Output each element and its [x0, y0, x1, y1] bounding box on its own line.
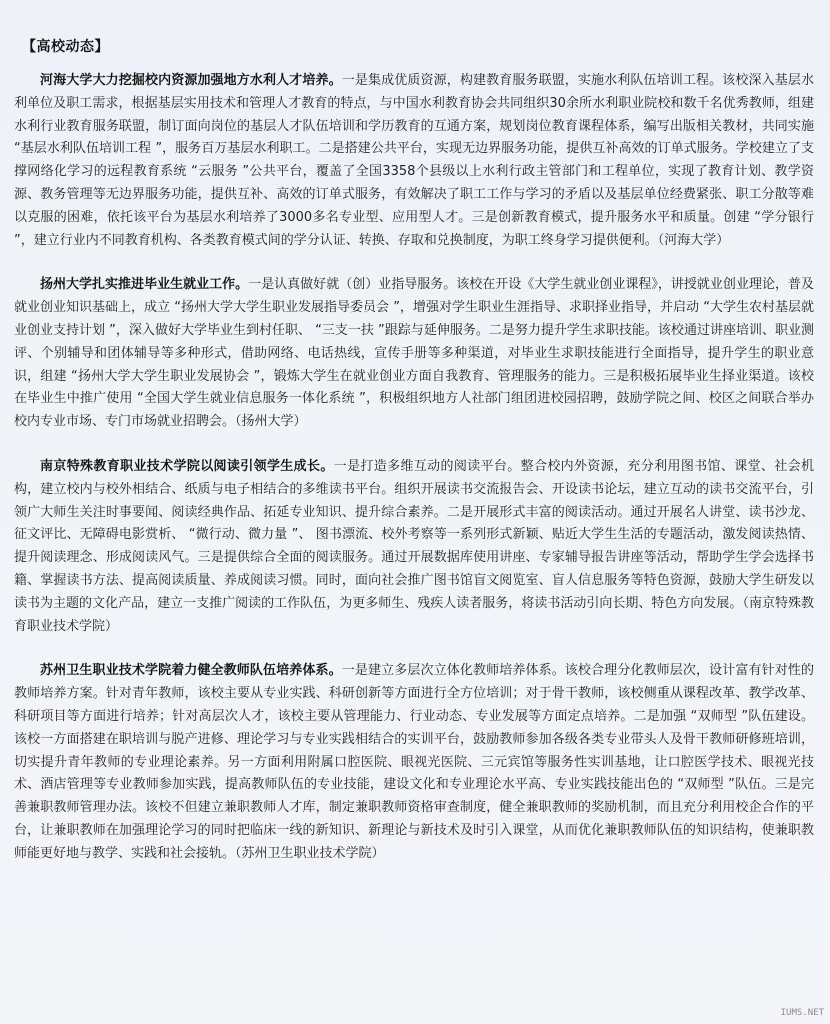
article-paragraph	[14, 274, 814, 434]
article-headline: 河海大学大力挖掘校内资源加强地方水利人才培养。	[40, 73, 342, 88]
article-body: 一是打造多维互动的阅读平台。整合校内外资源，充分利用图书馆、课堂、社会机构，建立校内与校外相结合、纸质与电子相结合的多维读书平台。组织开展读书交流报告会、开设读书论坛，建立互动的读书交流平台，引领广大师生关注时事要闻、阅读经典作品、拓延专业知识、提升综合素养。二是开展形式丰富的阅读活动。通过开展名人讲堂、读书沙龙、征文评比、无障碍电影赏析、 “微行动、微力量 ”、 图书漂流、校外考察等一系列形式新颖、贴近大学生生活的专题活动，激发阅读热情、提升阅读理念、形成阅读风气。三是提供综合全面的阅读服务。通过开展数据库使用讲座、专家辅导报告讲座等活动，帮助学生学会选择书籍、掌握读书方法、提高阅读质量、养成阅读习惯。同时，面向社会推广图书馆盲文阅览室、盲人信息服务等特色资源，鼓励大学生研发以读书为主题的文化产品，建立一支推广阅读的工作队伍，为更多师生、残疾人读者服务，将读书活动引向长期、特色方向发展。（南京特殊教育职业技术学院）	[14, 458, 814, 634]
article-paragraph	[14, 456, 814, 638]
article-headline: 扬州大学扎实推进毕业生就业工作。	[40, 277, 249, 293]
article-paragraph	[14, 70, 814, 252]
article-body: 一是建立多层次立体化教师培养体系。该校合理分化教师层次，设计富有针对性的教师培养方案。针对青年教师，该校主要从专业实践、科研创新等方面进行全方位培训；对于骨干教师，该校侧重从课程改革、教学改革、科研项目等方面进行培养；针对高层次人才，该校主要从管理能力、行业动态、专业发展等方面定点培养。二是加强 “双师型 ”队伍建设。该校一方面搭建在职培训与脱产进修、理论学习与专业实践相结合的实训平台，鼓励教师参加各级各类专业带头人及骨干教师研修班培训，切实提升青年教师的专业理论素养。另一方面利用附属口腔医院、眼视光医院、三元宾馆等服务性实训基地，让口腔医学技术、眼视光技术、酒店管理等专业教师参加实践，提高教师队伍的专业技能，建设文化和专业理论水平高、专业实践技能出色的 “双师型 ”队伍。三是完善兼职教师管理办法。该校不但建立兼职教师人才库，制定兼职教师资格审查制度，健全兼职教师的奖励机制，而且充分利用校企合作的平台，让兼职教师在加强理论学习的同时把临床一线的新知识、新理论与新技术及时引入课堂，从而优化兼职教师队伍的知识结构，使兼职教师能更好地与教学、实践和社会接轨。（苏州卫生职业技术学院）	[14, 663, 814, 861]
article-headline: 苏州卫生职业技术学院着力健全教师队伍培养体系。	[40, 663, 342, 679]
watermark: IUMS.NET	[780, 1008, 824, 1018]
article-list	[14, 70, 814, 888]
section-title: 【高校动态】	[22, 39, 109, 55]
article-body: 一是认真做好就（创）业指导服务。该校在开设《大学生就业创业课程》，讲授就业创业理论，普及就业创业知识基础上，成立 “扬州大学大学生职业发展指导委员会 ”，增强对学生职业生涯指导、求职择业指导，并启动 “大学生农村基层就业创业支持计划 ”，深入做好大学毕业生到村任职、 “三支一扶 ”跟踪与延伸服务。二是努力提升学生求职技能。该校通过讲座培训、职业测评、个别辅导和团体辅导等多种形式，借助网络、电话热线，宣传手册等多种渠道，对毕业生求职技能进行全面指导，提升学生的职业意识，组建 “扬州大学大学生职业发展协会 ”，锻炼大学生在就业创业方面自我教育、管理服务的能力。三是积极拓展毕业生择业渠道。该校在毕业生中推广使用 “全国大学生就业信息服务一体化系统 ”，积极组织地方人社部门组团进校园招聘，鼓励学院之间、校区之间联合举办校内专业市场、专门市场就业招聘会。（扬州大学）	[14, 277, 814, 430]
article-paragraph	[14, 660, 814, 865]
article-body: 一是集成优质资源，构建教育服务联盟，实施水利队伍培训工程。该校深入基层水利单位及职工需求，根据基层实用技术和管理人才教育的特点，与中国水利教育协会共同组织30余所水利职业院校和数千名优秀教师，组建水利行业教育服务联盟，制订面向岗位的基层人才队伍培训和学历教育的互通方案，规划岗位教育课程体系，编写出版相关教材，共同实施 “基层水利队伍培训工程 ”，服务百万基层水利职工。二是搭建公共平台，实现无边界服务功能，提供互补高效的订单式服务。学校建立了支撑网络化学习的远程教育系统 “云服务 ”公共平台，覆盖了全国3358个县级以上水利行政主管部门和工程单位，实现了教育计划、教学资源、教务管理等无边界服务功能，提供互补、高效的订单式服务，有效解决了职工工作与学习的矛盾以及基层单位经费紧张、职工分散等难以克服的困难，依托该平台为基层水利培养了3000多名专业型、应用型人才。三是创新教育模式，提升服务水平和质量。创建 “学分银行 ”，建立行业内不同教育机构、各类教育模式间的学分认证、转换、存取和兑换制度，为职工终身学习提供便利。（河海大学）	[14, 73, 814, 248]
article-headline: 南京特殊教育职业技术学院以阅读引领学生成长。	[40, 458, 334, 474]
